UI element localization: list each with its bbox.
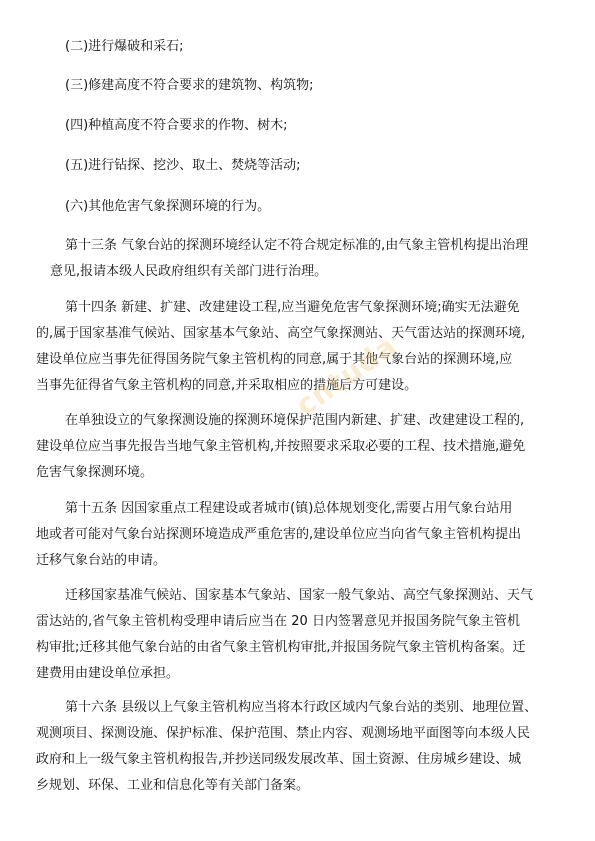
article-14 [36, 295, 566, 399]
list-item-6: (六)其他危害气象探测环境的行为。 [65, 199, 271, 214]
article-16-line-3: 政府和上一级气象主管机构报告,并抄送同级发展改革、国土资源、住房城乡建设、城 [36, 752, 522, 767]
article-15b-line-3: 构审批;迁移其他气象台站的由省气象主管机构审批,并报国务院气象主管机构备案。迁 [36, 640, 526, 655]
watermark: cntuda [290, 329, 403, 423]
article-15-line-1: 第十五条 因国家重点工程建设或者城市(镇)总体规划变化,需要占用气象台站用 [65, 501, 513, 516]
article-14b-line-2: 建设单位应当事先报告当地气象主管机构,并按照要求采取必要的工程、技术措施,避免 [36, 439, 526, 454]
article-13 [50, 233, 570, 285]
article-14b-line-1: 在单独设立的气象探测设施的探测环境保护范围内新建、扩建、改建建设工程的, [65, 413, 525, 428]
article-14-line-2: 的,属于国家基准气候站、国家基本气象站、高空气象探测站、天气雷达站的探测环境, [36, 326, 526, 341]
article-14-line-3: 建设单位应当事先征得国务院气象主管机构的同意,属于其他气象台站的探测环境,应 [36, 352, 513, 367]
article-14-line-4: 当事先征得省气象主管机构的同意,并采取相应的措施后方可建设。 [36, 378, 418, 393]
article-16 [36, 695, 566, 799]
article-15b-line-4: 建费用由建设单位承担。 [36, 666, 180, 681]
article-15 [36, 496, 566, 574]
article-15-paragraph-2 [36, 583, 566, 687]
article-14-paragraph-2 [36, 408, 566, 486]
article-15-line-2: 地或者可能对气象台站探测环境造成严重危害的,建设单位应当向省气象主管机构提出 [36, 527, 522, 542]
article-15b-line-1: 迁移国家基准气候站、国家基本气象站、国家一般气象站、高空气象探测站、天气 [65, 588, 534, 603]
article-15b-line-2: 雷达站的,省气象主管机构受理申请后应当在 20 日内签署意见并报国务院气象主管机 [36, 614, 520, 629]
article-13-line-2: 意见,报请本级人民政府组织有关部门进行治理。 [50, 264, 328, 279]
article-16-line-4: 乡规划、环保、工业和信息化等有关部门备案。 [36, 778, 310, 793]
article-14-line-1: 第十四条 新建、扩建、改建建设工程,应当避免危害气象探测环境;确实无法避免 [65, 300, 520, 315]
article-14b-line-3: 危害气象探测环境。 [36, 465, 154, 480]
list-item-3: (三)修建高度不符合要求的建筑物、构筑物; [65, 78, 314, 93]
list-item-2: (二)进行爆破和采石; [65, 39, 184, 54]
article-16-line-1: 第十六条 县级以上气象主管机构应当将本行政区域内气象台站的类别、地理位置、 [65, 700, 538, 715]
article-15-line-3: 迁移气象台站的申请。 [36, 553, 167, 568]
article-16-line-2: 观测项目、探测设施、保护标准、保护范围、禁止内容、观测场地平面图等向本级人民 [36, 726, 531, 741]
list-item-4: (四)种植高度不符合要求的作物、树木; [65, 118, 288, 133]
article-13-line-1: 第十三条 气象台站的探测环境经认定不符合规定标准的,由气象主管机构提出治理 [65, 238, 529, 253]
list-item-5: (五)进行钻探、挖沙、取土、焚烧等活动; [65, 158, 301, 173]
